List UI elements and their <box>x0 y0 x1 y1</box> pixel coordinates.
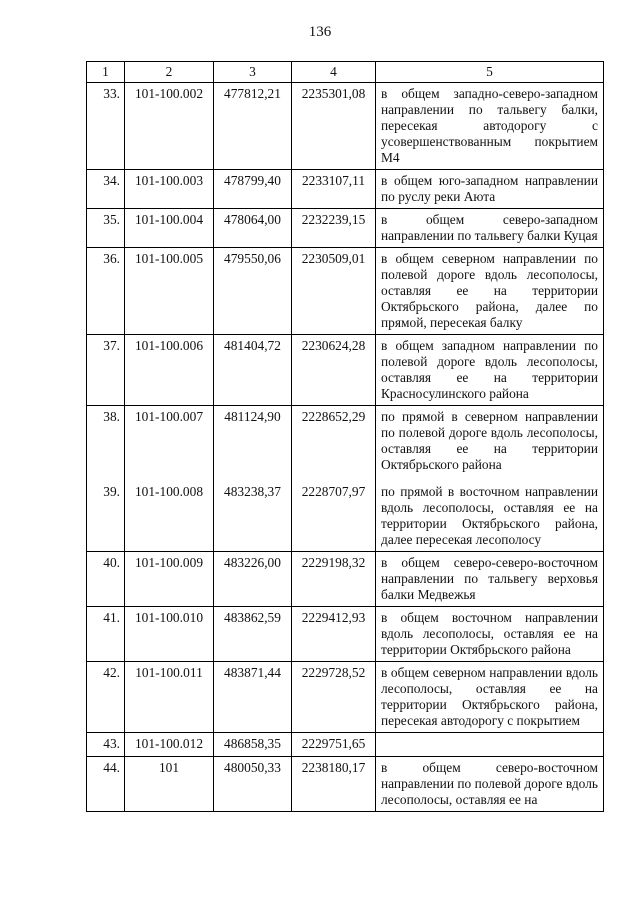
row-number: 34. <box>87 170 125 209</box>
boundary-description: по прямой в северном направлении по полевой дороге вдоль лесополосы, оставляя ее на территории Октябрьского района <box>376 406 604 477</box>
row-number: 39. <box>87 476 125 552</box>
coord-x: 480050,33 <box>214 757 292 812</box>
column-header: 2 <box>125 62 214 83</box>
boundary-description: по прямой в восточном направлении вдоль лесополосы, оставляя ее на территории Октябрьского района, далее пересекая лесополосу <box>376 476 604 552</box>
point-code: 101-100.008 <box>125 476 214 552</box>
point-code: 101-100.005 <box>125 248 214 335</box>
coord-y: 2229728,52 <box>292 662 376 733</box>
row-number: 42. <box>87 662 125 733</box>
point-code: 101-100.003 <box>125 170 214 209</box>
coord-y: 2229751,65 <box>292 733 376 757</box>
boundary-description: в общем северном направлении вдоль лесополосы, оставляя ее на территории Октябрьского района, пересекая автодорогу с покрытием <box>376 662 604 733</box>
table-row <box>87 662 604 733</box>
coord-y: 2230509,01 <box>292 248 376 335</box>
coord-y: 2233107,11 <box>292 170 376 209</box>
point-code: 101-100.012 <box>125 733 214 757</box>
point-code: 101-100.004 <box>125 209 214 248</box>
coord-x: 486858,35 <box>214 733 292 757</box>
boundary-description: в общем северо-восточном направлении по полевой дороге вдоль лесополосы, оставляя ее на <box>376 757 604 812</box>
row-number: 44. <box>87 757 125 812</box>
row-number: 37. <box>87 335 125 406</box>
column-header: 4 <box>292 62 376 83</box>
coord-x: 481124,90 <box>214 406 292 477</box>
point-code: 101-100.010 <box>125 607 214 662</box>
boundary-description: в общем северо-западном направлении по тальвегу балки Куцая <box>376 209 604 248</box>
table-row <box>87 607 604 662</box>
page-number: 136 <box>308 24 332 40</box>
row-number: 43. <box>87 733 125 757</box>
row-number: 40. <box>87 552 125 607</box>
coord-x: 477812,21 <box>214 83 292 170</box>
coord-y: 2229412,93 <box>292 607 376 662</box>
table-row <box>87 83 604 170</box>
point-code: 101-100.006 <box>125 335 214 406</box>
column-header: 1 <box>87 62 125 83</box>
table-header-row <box>87 62 604 83</box>
coord-x: 478064,00 <box>214 209 292 248</box>
column-header: 5 <box>376 62 604 83</box>
boundary-description: в общем северо-северо-восточном направлении по тальвегу верховья балки Медвежья <box>376 552 604 607</box>
table-row <box>87 335 604 406</box>
coord-x: 483871,44 <box>214 662 292 733</box>
table-row <box>87 406 604 477</box>
coord-y: 2228707,97 <box>292 476 376 552</box>
coord-x: 479550,06 <box>214 248 292 335</box>
table-row <box>87 209 604 248</box>
point-code: 101-100.007 <box>125 406 214 477</box>
coord-x: 483238,37 <box>214 476 292 552</box>
coord-x: 483862,59 <box>214 607 292 662</box>
boundary-description: в общем юго-западном направлении по руслу реки Аюта <box>376 170 604 209</box>
table-row <box>87 757 604 812</box>
table-row <box>87 248 604 335</box>
boundary-description: в общем западном направлении по полевой дороге вдоль лесополосы, оставляя ее на территории Красносулинского района <box>376 335 604 406</box>
coord-y: 2228652,29 <box>292 406 376 477</box>
row-number: 41. <box>87 607 125 662</box>
boundary-description: в общем северном направлении по полевой дороге вдоль лесополосы, оставляя ее на территории Октябрьского района, далее по прямой, пересекая балку <box>376 248 604 335</box>
coord-x: 483226,00 <box>214 552 292 607</box>
point-code: 101-100.011 <box>125 662 214 733</box>
boundary-description: в общем западно-северо-западном направлении по тальвегу балки, пересекая автодорогу с усовершенствованным покрытием М4 <box>376 83 604 170</box>
point-code: 101-100.009 <box>125 552 214 607</box>
boundary-points-table <box>86 61 604 812</box>
row-number: 35. <box>87 209 125 248</box>
table-row <box>87 476 604 552</box>
coord-x: 478799,40 <box>214 170 292 209</box>
coord-y: 2238180,17 <box>292 757 376 812</box>
table-row <box>87 170 604 209</box>
coord-y: 2235301,08 <box>292 83 376 170</box>
boundary-description: в общем восточном направлении вдоль лесополосы, оставляя ее на территории Октябрьского района <box>376 607 604 662</box>
coord-y: 2232239,15 <box>292 209 376 248</box>
coord-y: 2229198,32 <box>292 552 376 607</box>
row-number: 33. <box>87 83 125 170</box>
point-code: 101-100.002 <box>125 83 214 170</box>
row-number: 38. <box>87 406 125 477</box>
boundary-description <box>376 733 604 757</box>
table-row <box>87 552 604 607</box>
coord-x: 481404,72 <box>214 335 292 406</box>
table-row <box>87 733 604 757</box>
column-header: 3 <box>214 62 292 83</box>
row-number: 36. <box>87 248 125 335</box>
coord-y: 2230624,28 <box>292 335 376 406</box>
point-code: 101 <box>125 757 214 812</box>
